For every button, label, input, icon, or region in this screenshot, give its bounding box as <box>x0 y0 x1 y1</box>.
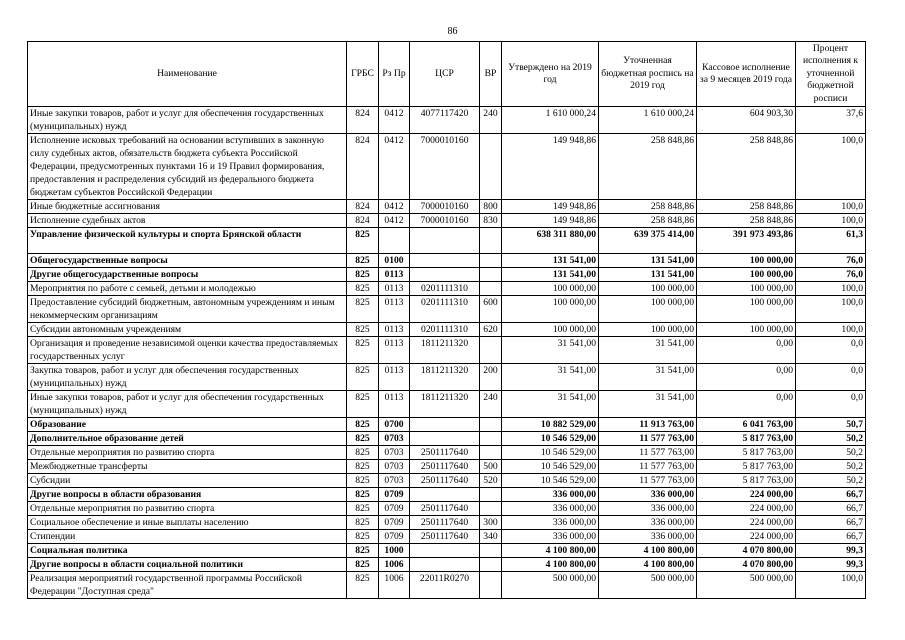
cell-vr: 300 <box>480 516 502 530</box>
cell-rzpr: 0412 <box>379 107 410 134</box>
table-row <box>28 134 866 200</box>
cell-percent: 100,0 <box>796 282 866 296</box>
cell-refined: 336 000,00 <box>599 516 697 530</box>
cell-name: Дополнительное образование детей <box>28 432 347 446</box>
header-row <box>28 42 866 107</box>
cell-name: Образование <box>28 418 347 432</box>
cell-csr: 2501117640 <box>410 460 480 474</box>
cell-rzpr: 0113 <box>379 364 410 391</box>
cell-percent: 99,3 <box>796 544 866 558</box>
col-header-refined: Уточненная бюджетная роспись на 2019 год <box>599 42 697 107</box>
cell-cash: 100 000,00 <box>697 296 796 323</box>
cell-cash: 604 903,30 <box>697 107 796 134</box>
cell-vr: 800 <box>480 200 502 214</box>
cell-refined: 31 541,00 <box>599 364 697 391</box>
table-row <box>28 432 866 446</box>
cell-refined: 31 541,00 <box>599 391 697 418</box>
cell-approved: 336 000,00 <box>502 516 599 530</box>
cell-grbs: 825 <box>347 323 379 337</box>
cell-percent: 0,0 <box>796 391 866 418</box>
cell-approved: 10 546 529,00 <box>502 460 599 474</box>
cell-csr <box>410 432 480 446</box>
cell-name: Исполнение исковых требований на основании вступивших в законную силу судебных актов, обязательств бюджета субъекта Российской Федерации, предусмотренных пунктами 16 и 19 Правил формирования, предоставления и распределения субсидий из федерального бюджета бюджетам субъектов Российской Федерации <box>28 134 347 200</box>
cell-vr <box>480 282 502 296</box>
cell-vr <box>480 254 502 268</box>
table-row <box>28 323 866 337</box>
cell-csr: 7000010160 <box>410 214 480 228</box>
cell-vr <box>480 418 502 432</box>
cell-approved: 10 882 529,00 <box>502 418 599 432</box>
cell-cash: 5 817 763,00 <box>697 474 796 488</box>
cell-csr: 2501117640 <box>410 516 480 530</box>
table-row <box>28 391 866 418</box>
cell-approved: 1 610 000,24 <box>502 107 599 134</box>
table-row <box>28 516 866 530</box>
cell-cash: 4 070 800,00 <box>697 544 796 558</box>
col-header-approved: Утверждено на 2019 год <box>502 42 599 107</box>
cell-percent: 100,0 <box>796 572 866 599</box>
cell-approved: 10 546 529,00 <box>502 474 599 488</box>
cell-rzpr: 0113 <box>379 282 410 296</box>
cell-name: Общегосударственные вопросы <box>28 254 347 268</box>
table-row <box>28 488 866 502</box>
cell-refined: 336 000,00 <box>599 488 697 502</box>
cell-rzpr: 0113 <box>379 268 410 282</box>
cell-vr <box>480 337 502 364</box>
cell-csr: 2501117640 <box>410 446 480 460</box>
table-row <box>28 474 866 488</box>
col-header-cash: Кассовое исполнение за 9 месяцев 2019 года <box>697 42 796 107</box>
cell-refined: 11 577 763,00 <box>599 474 697 488</box>
cell-rzpr: 0113 <box>379 337 410 364</box>
page-number: 86 <box>447 26 458 37</box>
cell-csr: 1811211320 <box>410 391 480 418</box>
cell-csr: 7000010160 <box>410 134 480 200</box>
cell-grbs: 825 <box>347 391 379 418</box>
cell-name: Отдельные мероприятия по развитию спорта <box>28 502 347 516</box>
table-row <box>28 446 866 460</box>
cell-approved: 31 541,00 <box>502 337 599 364</box>
cell-csr: 22011R0270 <box>410 572 480 599</box>
cell-refined: 336 000,00 <box>599 530 697 544</box>
cell-grbs: 825 <box>347 418 379 432</box>
cell-refined: 4 100 800,00 <box>599 544 697 558</box>
cell-approved: 10 546 529,00 <box>502 432 599 446</box>
cell-grbs: 825 <box>347 296 379 323</box>
cell-vr <box>480 544 502 558</box>
budget-table <box>27 41 866 599</box>
cell-cash: 0,00 <box>697 364 796 391</box>
cell-rzpr: 0113 <box>379 391 410 418</box>
cell-cash: 100 000,00 <box>697 254 796 268</box>
cell-vr: 240 <box>480 391 502 418</box>
table-body <box>28 107 866 599</box>
cell-vr <box>480 446 502 460</box>
cell-percent: 66,7 <box>796 530 866 544</box>
cell-name: Отдельные мероприятия по развитию спорта <box>28 446 347 460</box>
cell-rzpr: 0709 <box>379 516 410 530</box>
cell-refined: 131 541,00 <box>599 268 697 282</box>
cell-vr <box>480 572 502 599</box>
cell-name: Субсидии <box>28 474 347 488</box>
cell-refined: 131 541,00 <box>599 254 697 268</box>
cell-refined: 500 000,00 <box>599 572 697 599</box>
col-header-grbs: ГРБС <box>347 42 379 107</box>
cell-grbs: 825 <box>347 337 379 364</box>
cell-name: Иные закупки товаров, работ и услуг для обеспечения государственных (муниципальных) нужд <box>28 107 347 134</box>
cell-vr: 200 <box>480 364 502 391</box>
cell-rzpr: 0100 <box>379 254 410 268</box>
cell-vr: 240 <box>480 107 502 134</box>
cell-refined: 1 610 000,24 <box>599 107 697 134</box>
cell-percent: 76,0 <box>796 268 866 282</box>
cell-name: Управление физической культуры и спорта Брянской области <box>28 228 347 254</box>
cell-percent: 100,0 <box>796 214 866 228</box>
cell-csr: 2501117640 <box>410 530 480 544</box>
cell-cash: 5 817 763,00 <box>697 460 796 474</box>
cell-grbs: 825 <box>347 254 379 268</box>
table-row <box>28 572 866 599</box>
cell-approved: 31 541,00 <box>502 364 599 391</box>
cell-csr <box>410 544 480 558</box>
cell-rzpr: 0113 <box>379 296 410 323</box>
cell-refined: 639 375 414,00 <box>599 228 697 254</box>
cell-grbs: 825 <box>347 446 379 460</box>
table-row <box>28 282 866 296</box>
table-row <box>28 228 866 254</box>
cell-name: Закупка товаров, работ и услуг для обеспечения государственных (муниципальных) нужд <box>28 364 347 391</box>
cell-csr <box>410 228 480 254</box>
cell-rzpr: 0703 <box>379 474 410 488</box>
cell-approved: 4 100 800,00 <box>502 558 599 572</box>
col-header-percent: Процент исполнения к уточненной бюджетной росписи <box>796 42 866 107</box>
cell-name: Субсидии автономным учреждениям <box>28 323 347 337</box>
cell-approved: 100 000,00 <box>502 282 599 296</box>
table-row <box>28 418 866 432</box>
cell-vr: 500 <box>480 460 502 474</box>
cell-name: Межбюджетные трансферты <box>28 460 347 474</box>
cell-vr <box>480 502 502 516</box>
cell-vr: 830 <box>480 214 502 228</box>
cell-cash: 224 000,00 <box>697 530 796 544</box>
cell-grbs: 824 <box>347 200 379 214</box>
cell-rzpr: 0412 <box>379 214 410 228</box>
cell-cash: 100 000,00 <box>697 282 796 296</box>
cell-rzpr <box>379 228 410 254</box>
cell-refined: 258 848,86 <box>599 200 697 214</box>
cell-rzpr: 0700 <box>379 418 410 432</box>
cell-approved: 10 546 529,00 <box>502 446 599 460</box>
cell-vr <box>480 268 502 282</box>
cell-grbs: 825 <box>347 432 379 446</box>
cell-name: Мероприятия по работе с семьей, детьми и молодежью <box>28 282 347 296</box>
cell-vr: 340 <box>480 530 502 544</box>
cell-csr: 1811211320 <box>410 337 480 364</box>
cell-approved: 4 100 800,00 <box>502 544 599 558</box>
cell-refined: 4 100 800,00 <box>599 558 697 572</box>
table-row <box>28 254 866 268</box>
cell-vr: 520 <box>480 474 502 488</box>
cell-cash: 224 000,00 <box>697 488 796 502</box>
cell-percent: 37,6 <box>796 107 866 134</box>
cell-cash: 500 000,00 <box>697 572 796 599</box>
cell-csr <box>410 418 480 432</box>
cell-rzpr: 0703 <box>379 446 410 460</box>
cell-name: Другие вопросы в области социальной политики <box>28 558 347 572</box>
cell-approved: 149 948,86 <box>502 134 599 200</box>
col-header-vr: ВР <box>480 42 502 107</box>
cell-vr <box>480 134 502 200</box>
cell-rzpr: 0412 <box>379 200 410 214</box>
cell-cash: 224 000,00 <box>697 516 796 530</box>
cell-grbs: 825 <box>347 268 379 282</box>
cell-csr: 0201111310 <box>410 282 480 296</box>
cell-rzpr: 0709 <box>379 530 410 544</box>
cell-approved: 336 000,00 <box>502 530 599 544</box>
cell-grbs: 825 <box>347 544 379 558</box>
cell-rzpr: 0703 <box>379 460 410 474</box>
cell-percent: 0,0 <box>796 337 866 364</box>
cell-approved: 31 541,00 <box>502 391 599 418</box>
cell-grbs: 824 <box>347 134 379 200</box>
cell-percent: 99,3 <box>796 558 866 572</box>
cell-name: Организация и проведение независимой оценки качества предоставляемых государственных услуг <box>28 337 347 364</box>
cell-grbs: 824 <box>347 107 379 134</box>
table-row <box>28 214 866 228</box>
cell-grbs: 825 <box>347 558 379 572</box>
cell-vr <box>480 558 502 572</box>
cell-name: Иные бюджетные ассигнования <box>28 200 347 214</box>
cell-csr: 4077117420 <box>410 107 480 134</box>
cell-approved: 149 948,86 <box>502 200 599 214</box>
cell-refined: 11 577 763,00 <box>599 460 697 474</box>
cell-vr <box>480 432 502 446</box>
cell-csr: 0201111310 <box>410 296 480 323</box>
cell-percent: 66,7 <box>796 516 866 530</box>
cell-refined: 100 000,00 <box>599 296 697 323</box>
cell-cash: 258 848,86 <box>697 134 796 200</box>
cell-percent: 61,3 <box>796 228 866 254</box>
cell-rzpr: 0709 <box>379 488 410 502</box>
cell-csr: 0201111310 <box>410 323 480 337</box>
table-row <box>28 460 866 474</box>
cell-approved: 336 000,00 <box>502 502 599 516</box>
col-header-name: Наименование <box>28 42 347 107</box>
cell-csr <box>410 254 480 268</box>
cell-approved: 100 000,00 <box>502 323 599 337</box>
table-row <box>28 268 866 282</box>
cell-rzpr: 0703 <box>379 432 410 446</box>
cell-grbs: 825 <box>347 474 379 488</box>
cell-refined: 258 848,86 <box>599 134 697 200</box>
cell-name: Исполнение судебных актов <box>28 214 347 228</box>
cell-refined: 336 000,00 <box>599 502 697 516</box>
cell-grbs: 825 <box>347 530 379 544</box>
cell-percent: 50,2 <box>796 446 866 460</box>
cell-approved: 638 311 880,00 <box>502 228 599 254</box>
cell-rzpr: 0709 <box>379 502 410 516</box>
cell-csr <box>410 268 480 282</box>
cell-approved: 131 541,00 <box>502 254 599 268</box>
cell-name: Другие вопросы в области образования <box>28 488 347 502</box>
cell-approved: 131 541,00 <box>502 268 599 282</box>
cell-refined: 11 913 763,00 <box>599 418 697 432</box>
cell-refined: 258 848,86 <box>599 214 697 228</box>
cell-cash: 224 000,00 <box>697 502 796 516</box>
cell-grbs: 825 <box>347 282 379 296</box>
cell-grbs: 825 <box>347 364 379 391</box>
cell-refined: 100 000,00 <box>599 323 697 337</box>
cell-csr: 1811211320 <box>410 364 480 391</box>
cell-csr: 2501117640 <box>410 502 480 516</box>
cell-grbs: 825 <box>347 460 379 474</box>
cell-name: Стипендии <box>28 530 347 544</box>
cell-grbs: 825 <box>347 516 379 530</box>
cell-percent: 100,0 <box>796 323 866 337</box>
cell-percent: 50,7 <box>796 418 866 432</box>
cell-percent: 66,7 <box>796 502 866 516</box>
cell-csr <box>410 558 480 572</box>
cell-approved: 336 000,00 <box>502 488 599 502</box>
cell-cash: 6 041 763,00 <box>697 418 796 432</box>
cell-cash: 100 000,00 <box>697 323 796 337</box>
cell-grbs: 824 <box>347 214 379 228</box>
cell-rzpr: 1006 <box>379 558 410 572</box>
cell-cash: 0,00 <box>697 337 796 364</box>
cell-grbs: 825 <box>347 572 379 599</box>
cell-cash: 4 070 800,00 <box>697 558 796 572</box>
cell-rzpr: 1006 <box>379 572 410 599</box>
cell-name: Иные закупки товаров, работ и услуг для обеспечения государственных (муниципальных) нужд <box>28 391 347 418</box>
col-header-rzpr: Рз Пр <box>379 42 410 107</box>
cell-name: Социальная политика <box>28 544 347 558</box>
cell-cash: 5 817 763,00 <box>697 446 796 460</box>
table-row <box>28 296 866 323</box>
col-header-csr: ЦСР <box>410 42 480 107</box>
cell-percent: 50,2 <box>796 432 866 446</box>
cell-percent: 76,0 <box>796 254 866 268</box>
cell-rzpr: 0412 <box>379 134 410 200</box>
cell-grbs: 825 <box>347 502 379 516</box>
cell-cash: 100 000,00 <box>697 268 796 282</box>
table-row <box>28 200 866 214</box>
cell-name: Другие общегосударственные вопросы <box>28 268 347 282</box>
cell-approved: 149 948,86 <box>502 214 599 228</box>
cell-cash: 5 817 763,00 <box>697 432 796 446</box>
cell-cash: 391 973 493,86 <box>697 228 796 254</box>
cell-rzpr: 0113 <box>379 323 410 337</box>
cell-percent: 50,2 <box>796 460 866 474</box>
table-row <box>28 558 866 572</box>
cell-csr: 2501117640 <box>410 474 480 488</box>
cell-approved: 100 000,00 <box>502 296 599 323</box>
table-row <box>28 364 866 391</box>
cell-percent: 100,0 <box>796 200 866 214</box>
cell-approved: 500 000,00 <box>502 572 599 599</box>
cell-csr: 7000010160 <box>410 200 480 214</box>
cell-vr: 600 <box>480 296 502 323</box>
cell-csr <box>410 488 480 502</box>
cell-percent: 0,0 <box>796 364 866 391</box>
cell-grbs: 825 <box>347 228 379 254</box>
table-row <box>28 544 866 558</box>
cell-refined: 31 541,00 <box>599 337 697 364</box>
cell-rzpr: 1000 <box>379 544 410 558</box>
cell-refined: 11 577 763,00 <box>599 446 697 460</box>
cell-percent: 100,0 <box>796 296 866 323</box>
cell-refined: 100 000,00 <box>599 282 697 296</box>
cell-name: Предоставление субсидий бюджетным, автономным учреждениям и иным некоммерческим организациям <box>28 296 347 323</box>
cell-grbs: 825 <box>347 488 379 502</box>
cell-vr <box>480 228 502 254</box>
cell-percent: 50,2 <box>796 474 866 488</box>
cell-name: Реализация мероприятий государственной программы Российской Федерации "Доступная среда" <box>28 572 347 599</box>
cell-percent: 100,0 <box>796 134 866 200</box>
table-row <box>28 502 866 516</box>
cell-vr: 620 <box>480 323 502 337</box>
table-row <box>28 530 866 544</box>
table-row <box>28 107 866 134</box>
cell-cash: 258 848,86 <box>697 214 796 228</box>
table-row <box>28 337 866 364</box>
cell-refined: 11 577 763,00 <box>599 432 697 446</box>
cell-percent: 66,7 <box>796 488 866 502</box>
cell-vr <box>480 488 502 502</box>
cell-cash: 258 848,86 <box>697 200 796 214</box>
cell-cash: 0,00 <box>697 391 796 418</box>
cell-name: Социальное обеспечение и иные выплаты населению <box>28 516 347 530</box>
